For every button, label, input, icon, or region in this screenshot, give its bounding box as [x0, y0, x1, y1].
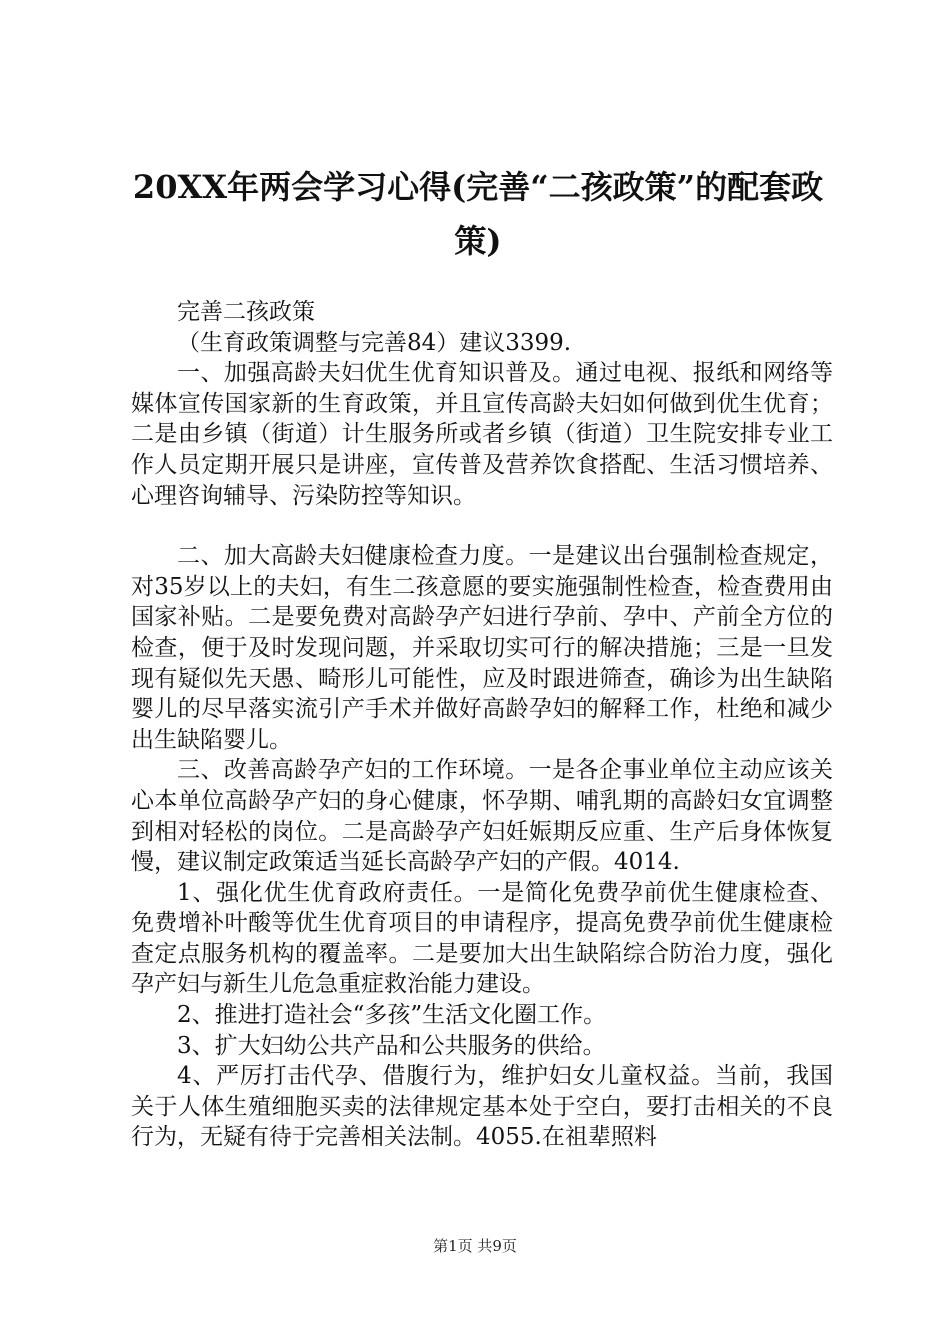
document-title: 20XX年两会学习心得(完善“二孩政策”的配套政策) [132, 168, 824, 260]
paragraph-proposal-number: （生育政策调整与完善84）建议3399. [177, 329, 572, 356]
paragraph-item-2: 2、推进打造社会“多孩”生活文化圈工作。 [177, 1002, 607, 1029]
paragraph-item-3: 3、扩大妇幼公共产品和公共服务的供给。 [177, 1032, 606, 1059]
paragraph-item-1: 1、强化优生优育政府责任。一是简化免费孕前优生健康检查、免费增补叶酸等优生优育项目的申请程序，提高免费孕前优生健康检查定点服务机构的覆盖率。二是要加大出生缺陷综合防治力度，强化孕产妇与新生儿危急重症救治能力建设。 [131, 879, 833, 998]
paragraph-item-4: 4、严厉打击代孕、借腹行为，维护妇女儿童权益。当前，我国关于人体生殖细胞买卖的法律规定基本处于空白，要打击相关的不良行为，无疑有待于完善相关法制。4055.在祖辈照料 [131, 1063, 833, 1151]
paragraph-section-3: 三、改善高龄孕产妇的工作环境。一是各企事业单位主动应该关心本单位高龄孕产妇的身心健康，怀孕期、哺乳期的高龄妇女宜调整到相对轻松的岗位。二是高龄孕产妇妊娠期反应重、生产后身体恢复慢，建议制定政策适当延长高龄孕产妇的产假。4014. [131, 757, 833, 876]
document-body [131, 297, 833, 1153]
paragraph-subtitle: 完善二孩政策 [177, 299, 315, 325]
paragraph-section-1: 一、加强高龄夫妇优生优育知识普及。通过电视、报纸和网络等媒体宣传国家新的生育政策，并且宣传高龄夫妇如何做到优生优育；二是由乡镇（街道）计生服务所或者乡镇（街道）卫生院安排专业工作人员定期开展只是讲座，宣传普及营养饮食搭配、生活习惯培养、心理咨询辅导、污染防控等知识。 [131, 360, 833, 509]
page-footer: 第1页 共9页 [433, 1237, 517, 1255]
paragraph-section-2: 二、加大高龄夫妇健康检查力度。一是建议出台强制检查规定，对35岁以上的夫妇，有生二孩意愿的要实施强制性检查，检查费用由国家补贴。二是要免费对高龄孕产妇进行孕前、孕中、产前全方位的检查，便于及时发现问题，并采取切实可行的解决措施；三是一旦发现有疑似先天愚、畸形儿可能性，应及时跟进筛查，确诊为出生缺陷婴儿的尽早落实流引产手术并做好高龄孕妇的解释工作，杜绝和减少出生缺陷婴儿。 [131, 543, 833, 753]
